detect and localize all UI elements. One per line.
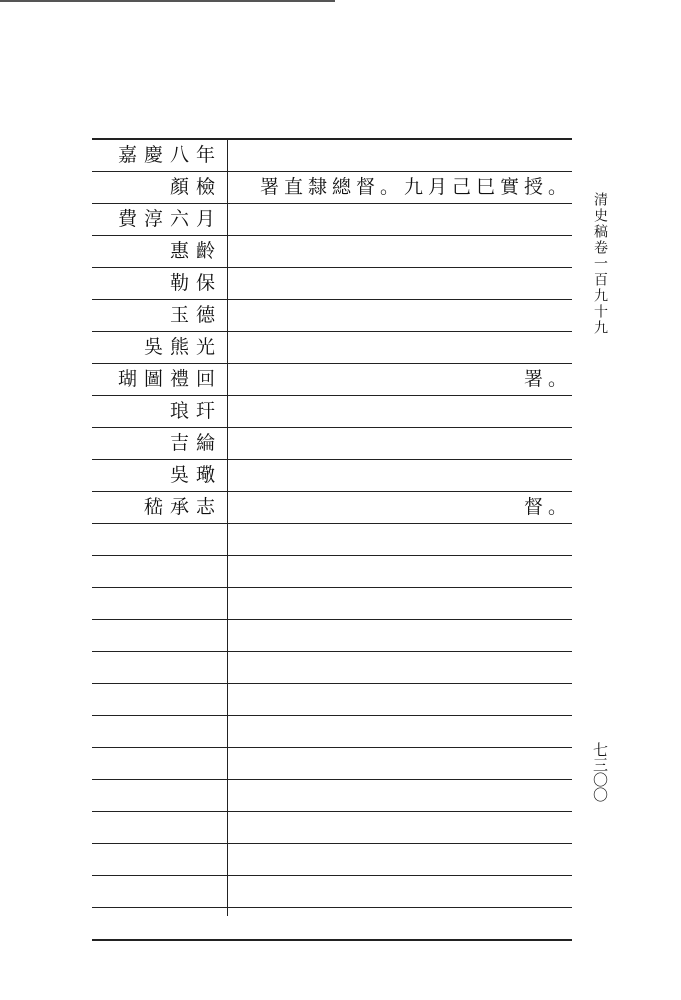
table-row (92, 267, 572, 299)
row-name: 惠齡 (169, 240, 222, 262)
row-entry (232, 684, 572, 715)
row-name: 顏檢 (169, 176, 222, 198)
row-name (92, 556, 222, 587)
row-name: 吳熊光 (143, 336, 222, 358)
row-entry (232, 652, 572, 683)
row-entry (232, 844, 572, 875)
row-entry (232, 204, 572, 235)
table-row (92, 811, 572, 843)
table-row (92, 587, 572, 619)
row-entry (232, 236, 572, 267)
row-entry: 署。 (523, 368, 572, 390)
row-name: 費淳六月 (117, 208, 222, 230)
row-name (92, 588, 222, 619)
row-name (92, 684, 222, 715)
table-row (92, 395, 572, 427)
table-row (92, 427, 572, 459)
row-name: 吳璥 (169, 464, 222, 486)
row-entry (232, 332, 572, 363)
table-row (92, 651, 572, 683)
table-row (92, 363, 572, 395)
row-entry (232, 908, 572, 939)
row-entry (232, 396, 572, 427)
row-name (92, 908, 222, 939)
row-name (92, 748, 222, 779)
row-name: 勒保 (169, 272, 222, 294)
column-divider (227, 140, 228, 916)
official-table (92, 138, 572, 941)
table-row (92, 619, 572, 651)
row-entry (232, 300, 572, 331)
table-row (92, 843, 572, 875)
row-name (92, 812, 222, 843)
table-row (92, 171, 572, 203)
table-row (92, 715, 572, 747)
row-name (92, 524, 222, 555)
row-name (92, 716, 222, 747)
row-entry (232, 140, 572, 171)
table-row (92, 235, 572, 267)
row-entry (232, 588, 572, 619)
table-row (92, 779, 572, 811)
table-row (92, 523, 572, 555)
row-name: 琅玕 (169, 400, 222, 422)
table-bottom-rule (92, 939, 572, 941)
row-entry (232, 620, 572, 651)
table-row (92, 907, 572, 939)
row-entry (232, 428, 572, 459)
row-entry (232, 460, 572, 491)
table-row (92, 138, 572, 171)
row-entry (232, 748, 572, 779)
row-entry (232, 780, 572, 811)
row-name (92, 844, 222, 875)
row-name: 玉德 (169, 304, 222, 326)
row-name (92, 876, 222, 907)
row-name: 瑚圖禮回 (117, 368, 222, 390)
running-title: 清史稿卷一百九十九 (592, 192, 608, 336)
table-row (92, 203, 572, 235)
table-row (92, 747, 572, 779)
row-name (92, 780, 222, 811)
row-entry (232, 716, 572, 747)
table-row (92, 459, 572, 491)
table-row (92, 331, 572, 363)
table-row (92, 875, 572, 907)
table-row (92, 555, 572, 587)
row-entry (232, 524, 572, 555)
row-name (92, 652, 222, 683)
table-row (92, 299, 572, 331)
table-row (92, 491, 572, 523)
row-entry: 署直隸總督。九月己巳實授。 (259, 176, 572, 198)
row-entry (232, 812, 572, 843)
row-name: 吉綸 (169, 432, 222, 454)
row-name (92, 620, 222, 651)
table-row (92, 683, 572, 715)
row-entry (232, 556, 572, 587)
row-name: 嵇承志 (143, 496, 222, 518)
page-number: 七三〇〇 (591, 742, 609, 802)
row-entry (232, 876, 572, 907)
row-entry: 督。 (523, 496, 572, 518)
row-entry (232, 268, 572, 299)
row-name: 嘉慶八年 (117, 144, 222, 166)
top-edge-line (0, 0, 335, 2)
